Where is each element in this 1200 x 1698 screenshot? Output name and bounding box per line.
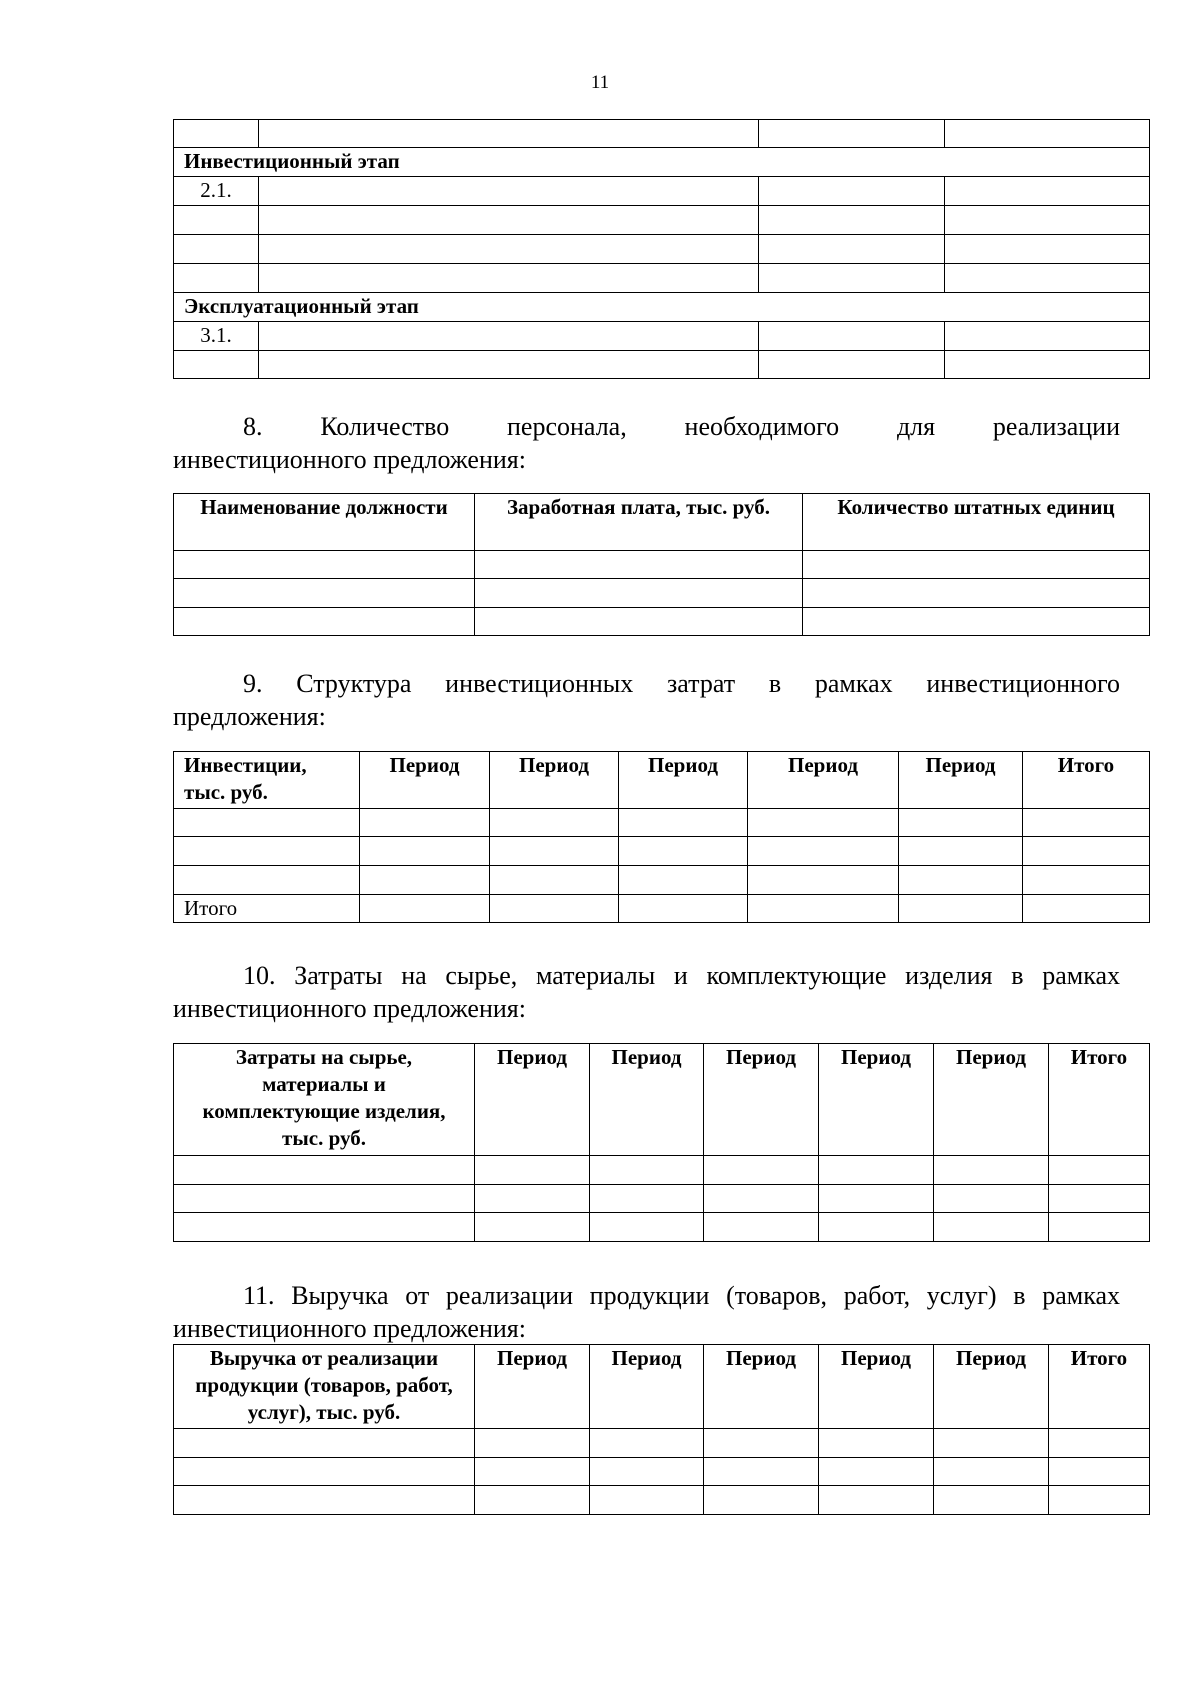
header-period: Период	[490, 752, 619, 809]
table-header-row	[174, 752, 1150, 809]
header-period: Период	[819, 1044, 934, 1156]
section-8-line1: 8. Количество персонала, необходимого для реализации	[243, 412, 1120, 441]
header-staff-units: Количество штатных единиц	[803, 494, 1150, 551]
revenue-table	[173, 1344, 1150, 1515]
row-number: 3.1.	[174, 322, 259, 351]
row-number: 2.1.	[174, 177, 259, 206]
table-row	[174, 1458, 1150, 1486]
page-number: 11	[590, 72, 610, 93]
header-period: Период	[590, 1044, 704, 1156]
table-row	[174, 1486, 1150, 1515]
table-row	[174, 322, 1150, 351]
header-period: Период	[590, 1345, 704, 1429]
table-row	[174, 264, 1150, 293]
table-row	[174, 1213, 1150, 1242]
section-11-line2: инвестиционного предложения:	[173, 1314, 526, 1343]
stages-table	[173, 119, 1150, 379]
total-row-label: Итого	[174, 895, 360, 923]
table-row	[174, 809, 1150, 837]
header-materials-costs: Затраты на сырье, материалы и комплектующие изделия, тыс. руб.	[174, 1044, 475, 1156]
table-header-row	[174, 1345, 1150, 1429]
materials-costs-table	[173, 1043, 1150, 1242]
staff-table	[173, 493, 1150, 636]
table-row	[174, 837, 1150, 866]
section-8-line2: инвестиционного предложения:	[173, 445, 526, 474]
table-row	[174, 206, 1150, 235]
section-8-heading	[173, 410, 1120, 476]
header-period: Период	[360, 752, 490, 809]
table-row	[174, 895, 1150, 923]
section-11-line1: 11. Выручка от реализации продукции (товаров, работ, услуг) в рамках	[243, 1281, 1120, 1310]
section-10-heading	[173, 959, 1120, 1025]
table-row	[174, 120, 1150, 148]
section-9-heading	[173, 667, 1120, 733]
table-header-row	[174, 1044, 1150, 1156]
table-row	[174, 177, 1150, 206]
header-total: Итого	[1023, 752, 1150, 809]
section-operation-stage: Эксплуатационный этап	[174, 293, 1150, 322]
header-period: Период	[899, 752, 1023, 809]
table-row	[174, 1156, 1150, 1185]
section-9-line2: предложения:	[173, 702, 326, 731]
header-period: Период	[704, 1044, 819, 1156]
table-row	[174, 351, 1150, 379]
header-period: Период	[934, 1345, 1049, 1429]
section-10-line2: инвестиционного предложения:	[173, 994, 526, 1023]
table-row	[174, 293, 1150, 322]
table-row	[174, 866, 1150, 895]
header-period: Период	[619, 752, 748, 809]
table-row	[174, 148, 1150, 177]
header-period: Период	[748, 752, 899, 809]
table-row	[174, 551, 1150, 579]
header-total: Итого	[1049, 1044, 1150, 1156]
section-investment-stage: Инвестиционный этап	[174, 148, 1150, 177]
table-row	[174, 608, 1150, 636]
header-position: Наименование должности	[174, 494, 475, 551]
header-period: Период	[475, 1044, 590, 1156]
investment-structure-table	[173, 751, 1150, 923]
header-investments: Инвестиции, тыс. руб.	[174, 752, 360, 809]
section-11-heading	[173, 1279, 1120, 1345]
table-row	[174, 1429, 1150, 1458]
table-row	[174, 235, 1150, 264]
table-row	[174, 579, 1150, 608]
section-9-line1: 9. Структура инвестиционных затрат в рамках инвестиционного	[243, 669, 1120, 698]
section-10-line1: 10. Затраты на сырье, материалы и комплектующие изделия в рамках	[243, 961, 1120, 990]
header-total: Итого	[1049, 1345, 1150, 1429]
header-salary: Заработная плата, тыс. руб.	[475, 494, 803, 551]
header-period: Период	[934, 1044, 1049, 1156]
header-period: Период	[704, 1345, 819, 1429]
header-period: Период	[475, 1345, 590, 1429]
table-header-row	[174, 494, 1150, 551]
table-row	[174, 1185, 1150, 1213]
header-period: Период	[819, 1345, 934, 1429]
header-revenue: Выручка от реализации продукции (товаров, работ, услуг), тыс. руб.	[174, 1345, 475, 1429]
